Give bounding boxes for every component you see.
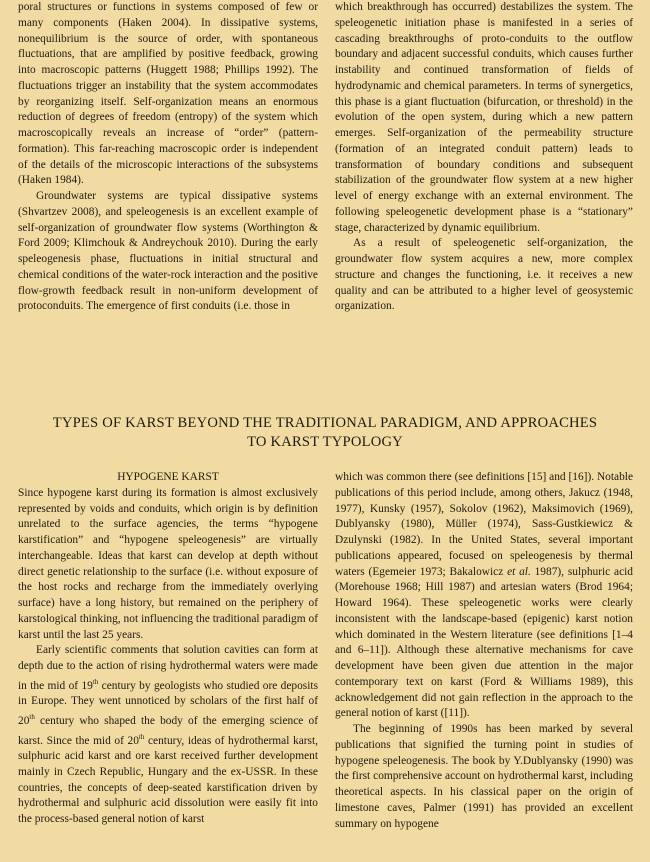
paragraph: The beginning of 1990s has been marked by several publications that signified the turning point in studies of hypogene speleogenesis. The book by Y.Dublyansky (1990) was the first comprehensive account on hydrothermal karst, including theoretical aspects. In his classical paper on the origin of limestone caves, Palmer (1991) has provided an excellent summary on hypogene	[335, 723, 633, 830]
paragraph: poral structures or functions in systems composed of few or many components (Haken 2004). In dissipative systems, nonequilibrium is the source of order, with spontaneous fluctuations, that are amplified by positive feedback, growing into macroscopic patterns (Huggett 1988; Phillips 1992). The fluctuations trigger an instability that the system accommodates by reorganizing itself. Self-organization means an enormous reduction of degrees of freedom (entropy) of the system which macroscopically reveals an increase of “order” (pattern-formation). This far-reaching macroscopic order is independent of the details of the microscopic interactions of the subsystems (Haken 1984).	[18, 1, 318, 187]
paragraph: As a result of speleogenetic self-organization, the groundwater flow system acquires a new, more complex structure and changes the functioning, i.e. it receives a new quality and can be attributed to a higher level of geosystemic organization.	[335, 237, 633, 313]
paragraph: Groundwater systems are typical dissipative systems (Shvartzev 2008), and speleogenesis is an excellent example of self-organization of groundwater flow systems (Worthington & Ford 2009; Klimchouk & Andreychouk 2010). During the early speleogenesis phase, fluctuations in initial structural and chemical conditions of the water-rock interaction and the positive flow-growth feedback result in non-uniform development of protoconduits. The emergence of first conduits (i.e. those in	[18, 190, 318, 313]
subheading: HYPOGENE KARST	[117, 471, 219, 483]
section-heading-line-1: TYPES OF KARST BEYOND THE TRADITIONAL PARADIGM, AND APPROACHES	[52, 415, 598, 431]
paragraph: which was common there (see definitions [15] and [16]). Notable publications of this period include, among others, Jakucz (1948, 1977), Kunsky (1957), Sokolov (1962), Maksimovich (1969), Dublyansky (1980), Müller (1974), Sass-Gustkiewicz & Dzulynski (1982). In the United States, several important publications appeared, focused on speleogenesis by thermal waters (Egemeier 1973; Bakalowicz et al. 1987), sulphuric acid (Morehouse 1968; Hill 1987) and artesian waters (Brod 1964; Howard 1964). These speleogenetic works were clearly inconsistent with the landscape-based (epigenic) karst notion which dominated in the Western literature (see definitions [1–4 and 6–11]). Although these alternative mechanisms for cave development have been given due attention in the major contemporary text on karst (Ford & Williams 1989), this acknowledgement did not gain reflection in the approach to the general notion of karst ([11]).	[335, 471, 633, 720]
paragraph: Since hypogene karst during its formation is almost exclusively represented by voids and conduits, which origin is by definition unrelated to the surface agencies, the terms “hypogene karstification” and “hypogene speleogenesis” are virtually interchangeable. Ideas that karst can develop at depth without direct genetic relationship to the surface (i.e. without exposure of the host rocks and recharge from the immediately overlying surface) have a long history, but remained on the periphery of karstological thinking, not influencing the traditional paradigm of karst until the last 25 years.	[18, 486, 318, 641]
bottom-right-column	[335, 470, 633, 832]
top-left-column	[18, 0, 318, 315]
paragraph: which breakthrough has occurred) destabilizes the system. The speleogenetic initiation phase is manifested in a series of cascading breakthroughs of proto-conduits to the outflow boundary and adjacent successful conduits, which causes further instability and continued transformation of fields of hydrodynamic and chemical parameters. In terms of synergetics, this phase is a giant fluctuation (bifurcation, or threshold) in the evolution of the open system, during which a new pattern emerges. Self-organization of the permeability structure (formation of an integrated conduit pattern) leads to transformation of boundary conditions and subsequent stabilization of the groundwater flow system at a new higher level of energy exchange with an external environment. The following speleogenetic development phase is a “stationary” stage, characterized by dynamic equilibrium.	[335, 1, 633, 234]
paragraph: Early scientific comments that solution cavities can form at depth due to the action of rising hydrothermal waters were made in the mid of 19th century by geologists who studied ore deposits in Europe. They went unnoticed by scholars of the first half of 20th century who shaped the body of the emerging science of karst. Since the mid of 20th century, ideas of hydrothermal karst, sulphuric acid karst and ore karst received further development mainly in Czech Republic, Hungary and the ex-USSR. In these countries, the concepts of deep-seated karstification driven by hydrothermal and sulphuric acid dissolution were easily fit into the process-based general notion of karst	[18, 644, 319, 826]
section-heading-line-2: TO KARST TYPOLOGY	[247, 434, 403, 450]
section-heading	[20, 414, 630, 452]
top-right-column	[335, 0, 633, 315]
bottom-left-column	[18, 470, 318, 828]
